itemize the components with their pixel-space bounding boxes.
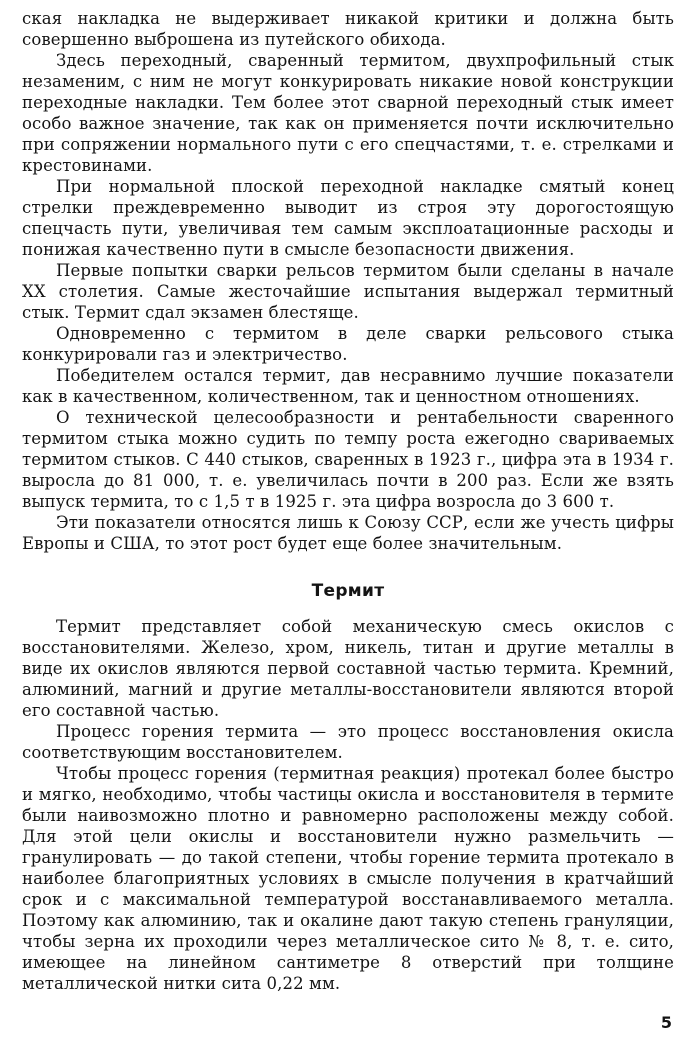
paragraph-thermite-definition: Термит представляет собой механическую смесь окислов с восстановителями. Железо, хром, никель, титан и другие металлы в виде их окислов являются первой составной частью термита. Кремний, алюминий, магний и другие металлы-восстановители являются второй его составной частью. bbox=[22, 617, 674, 720]
paragraph-first-attempts: Первые попытки сварки рельсов термитом были сделаны в начале XX столетия. Самые жесточайшие испытания выдержал термитный стык. Термит сдал экзамен блестяще. bbox=[22, 261, 674, 322]
paragraph-ussr-note: Эти показатели относятся лишь к Союзу ССР, если же учесть цифры Европы и США, то этот рост будет еще более значительным. bbox=[22, 513, 674, 553]
paragraph-transition-joint: Здесь переходный, сваренный термитом, двухпрофильный стык незаменим, с ним не могут конкурировать никакие новой конструкции переходные накладки. Тем более этот сварной переходный стык имеет особо важное значение, так как он применяется почти исключительно при сопряжении нормального пути с его спецчастями, т. е. стрелками и крестовинами. bbox=[22, 51, 674, 175]
paragraph-granulation: Чтобы процесс горения (термитная реакция) протекал более быстро и мягко, необходимо, чтобы частицы окисла и восстановителя в термите были наивозможно плотно и равномерно расположены между собой. Для этой цели окислы и восстановители нужно размельчить — гранулировать — до такой степени, чтобы горение термита протекало в наиболее благоприятных условиях в смысле получения в кратчайший срок и с максимальной температурой восстанавливаемого металла. Поэтому как алюминию, так и окалине дают такую степень грануляции, чтобы зерна их проходили через металлическое сито № 8, т. е. сито, имеющее на линейном сантиметре 8 отверстий при толщине металлической нитки сита 0,22 мм. bbox=[22, 764, 674, 993]
page-number: 5 bbox=[660, 1013, 672, 1032]
paragraph-combustion-process: Процесс горения термита — это процесс восстановления окисла соответствующим восстановителем. bbox=[22, 722, 674, 762]
paragraph-flat-splice: При нормальной плоской переходной накладке смятый конец стрелки преждевременно выводит из строя эту дорогостоящую спецчасть пути, увеличивая тем самым эксплоатационные расходы и понижая качественно пути в смысле безопасности движения. bbox=[22, 177, 674, 259]
paragraph-continuation: ская накладка не выдерживает никакой критики и должна быть совершенно выброшена из путейского обихода. bbox=[22, 9, 674, 49]
section-heading-thermite: Термит bbox=[311, 581, 385, 601]
document-page bbox=[22, 8, 674, 994]
paragraph-growth-statistics: О технической целесообразности и рентабельности сваренного термитом стыка можно судить по темпу роста ежегодно свариваемых термитом стыков. С 440 стыков, сваренных в 1923 г., цифра эта в 1934 г. выросла до 81 000, т. е. увеличилась почти в 200 раз. Если же взять выпуск термита, то с 1,5 т в 1925 г. эта цифра возросла до 3 600 т. bbox=[22, 408, 674, 511]
paragraph-competition: Одновременно с термитом в деле сварки рельсового стыка конкурировали газ и электричество. bbox=[22, 324, 674, 364]
paragraph-winner: Победителем остался термит, дав несравнимо лучшие показатели как в качественном, количественном, так и ценностном отношениях. bbox=[22, 366, 674, 406]
